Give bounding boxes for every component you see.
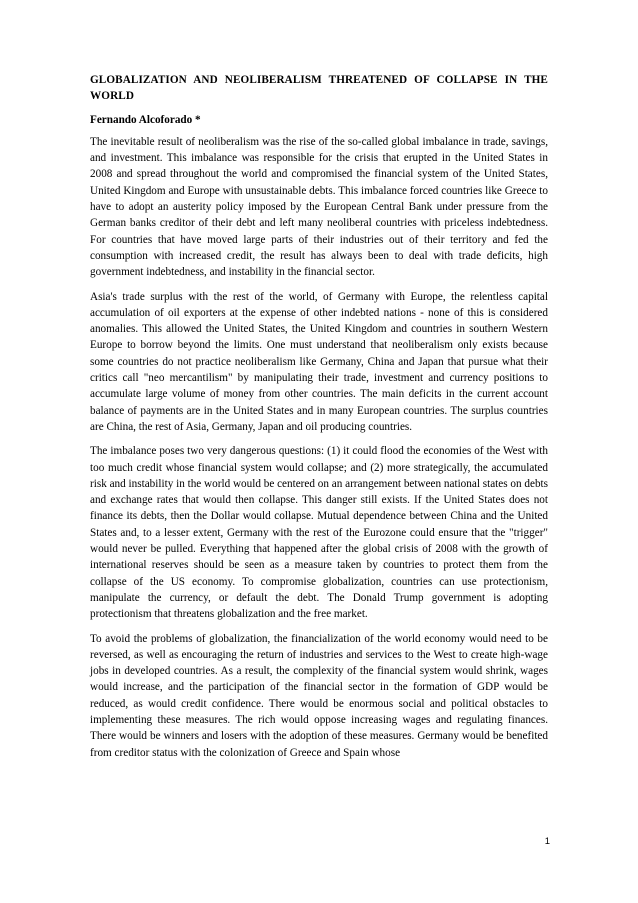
paragraph-1: The inevitable result of neoliberalism was the rise of the so-called global imbalance in trade, savings, and investment. This imbalance was responsible for the crisis that erupted in the United States in 2008 and spread throughout the world and compromised the financial system of the United States, United Kingdom and Europe with unsustainable debts. This imbalance forced countries like Greece to have to adopt an austerity policy imposed by the European Central Bank under pressure from the German banks creditor of their debt and left many neoliberal countries with priceless indebtedness. For countries that have moved large parts of their industries out of their territory and fed the consumption with increased credit, the result has always been to deal with trade deficits, high government indebtedness, and instability in the financial sector. <box>90 135 548 279</box>
paragraph-3: The imbalance poses two very dangerous questions: (1) it could flood the economies of the West with too much credit whose financial system would collapse; and (2) more strategically, the accumulated risk and instability in the world would be centered on an arrangement between national states on debts and exchange rates that would then collapse. This danger still exists. If the United States does not finance its debts, then the Dollar would collapse. Mutual dependence between China and the United States and, to a lesser extent, Germany with the rest of the Eurozone could ensure that the "trigger" would never be pulled. Everything that happened after the global crisis of 2008 with the growth of international reserves should be seen as a measure taken by countries to protect them from the collapse of the US economy. To compromise globalization, countries can use protectionism, manipulate the currency, or default the debt. The Donald Trump government is adopting protectionism that threatens globalization and the free market. <box>90 445 548 621</box>
document-body <box>90 72 548 769</box>
document-title: GLOBALIZATION AND NEOLIBERALISM THREATENED OF COLLAPSE IN THE WORLD <box>90 74 548 103</box>
paragraph-4: To avoid the problems of globalization, the financialization of the world economy would need to be reversed, as well as encouraging the return of industries and services to the West to create high-wage jobs in developed countries. As a result, the complexity of the financial system would shrink, wages would increase, and the participation of the financial sector in the formation of GDP would be reduced, as would credit confidence. There would be enormous social and political obstacles to implementing these measures. The rich would oppose increasing wages and regulating finances. There would be winners and losers with the adoption of these measures. Germany would be benefited from creditor status with the colonization of Greece and Spain whose <box>90 632 548 759</box>
author-name: Fernando Alcoforado * <box>90 113 201 126</box>
page-number: 1 <box>544 836 550 847</box>
paragraph-2: Asia's trade surplus with the rest of the world, of Germany with Europe, the relentless capital accumulation of oil exporters at the expense of other indebted nations - none of this is considered anomalies. This allowed the United States, the United Kingdom and countries in southern Western Europe to borrow beyond the limits. One must understand that neoliberalism only exists because some countries do not practice neoliberalism like Germany, China and Japan that pursue what their critics call "neo mercantilism" by manipulating their trade, investment and currency positions to accumulate large volume of money from other countries. The main deficits in the current account balance of payments are in the United States and in many European countries. The surplus countries are China, the rest of Asia, Germany, Japan and oil producing countries. <box>90 290 548 433</box>
